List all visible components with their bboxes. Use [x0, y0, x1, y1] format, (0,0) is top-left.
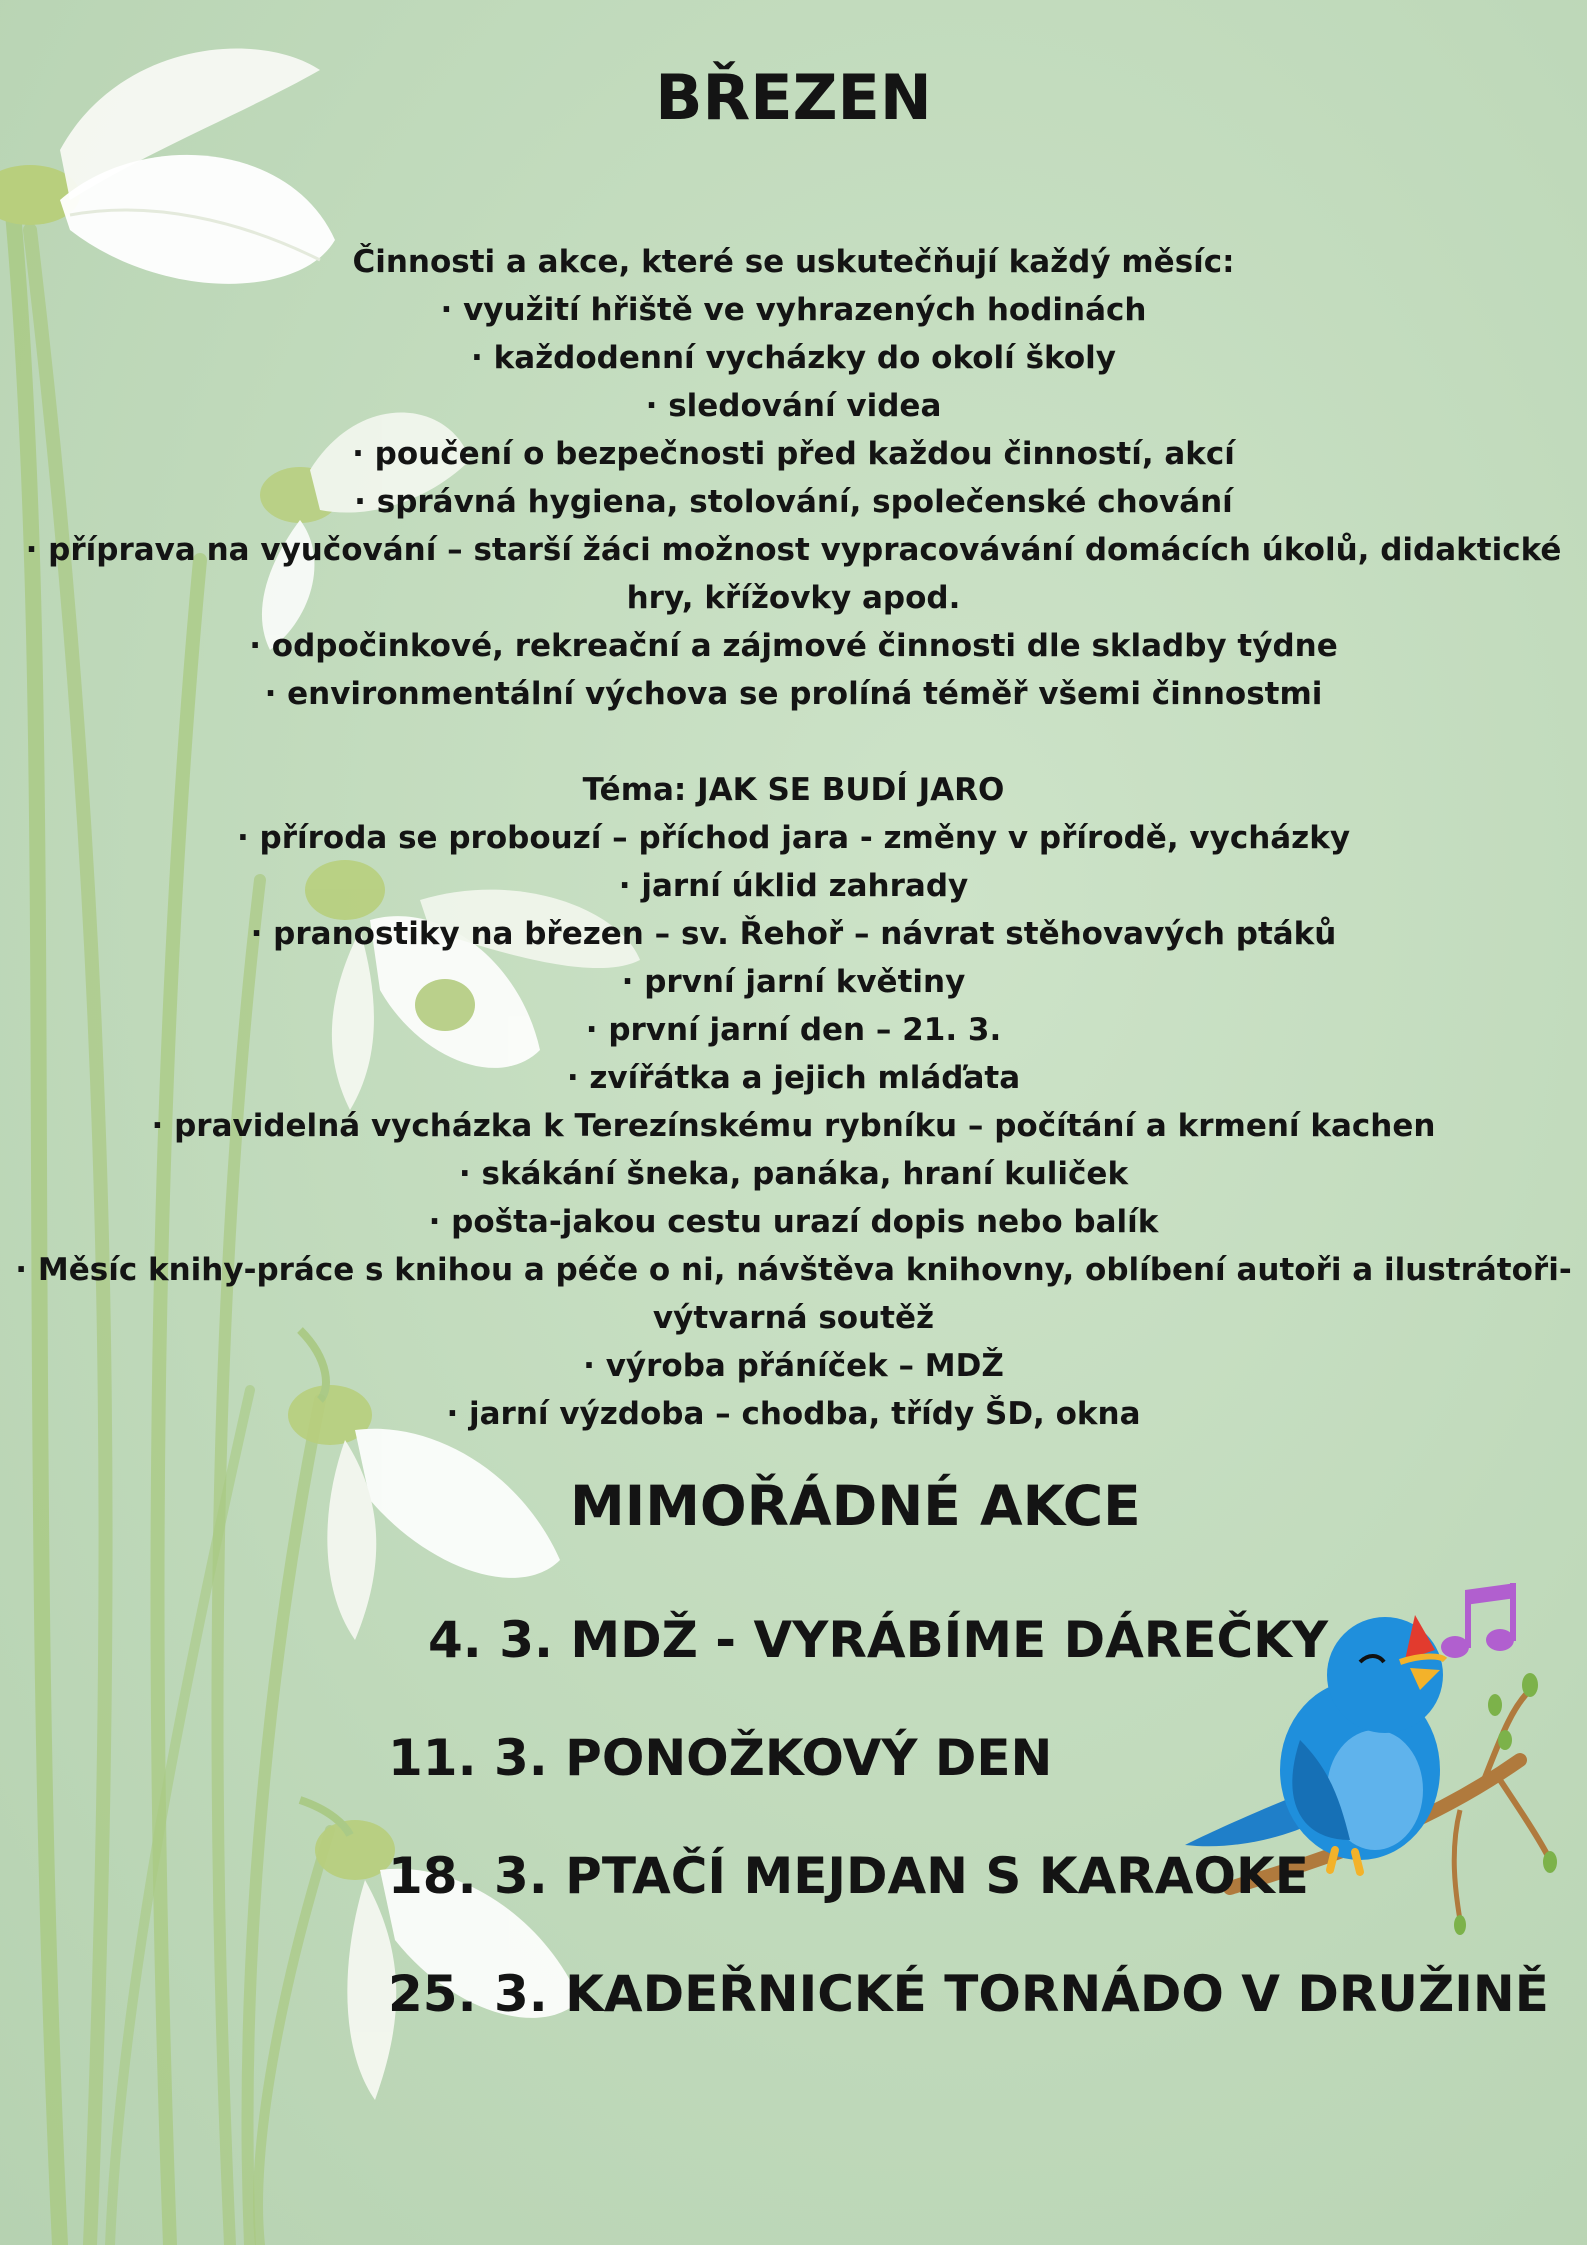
list-item: · Měsíc knihy-práce s knihou a péče o ni, návštěva knihovny, oblíbení autoři a ilustrátoři-	[15, 1252, 1572, 1288]
monthly-activities	[0, 238, 1587, 718]
list-item: · pranostiky na březen – sv. Řehoř – návrat stěhovavých ptáků	[250, 916, 1337, 952]
list-item: · každodenní vycházky do okolí školy	[471, 340, 1116, 376]
list-item: · správná hygiena, stolování, společenské chování	[354, 484, 1233, 520]
special-event-item: 4. 3. MDŽ - VYRÁBÍME DÁREČKY	[428, 1611, 1329, 1669]
special-events-title: MIMOŘÁDNÉ AKCE	[570, 1474, 1141, 1538]
list-item: · příroda se probouzí – příchod jara - změny v přírodě, vycházky	[236, 820, 1351, 856]
list-item: · první jarní květiny	[621, 964, 966, 1000]
list-item: · odpočinkové, rekreační a zájmové činnosti dle skladby týdne	[249, 628, 1338, 664]
list-item: · pravidelná vycházka k Terezínskému rybníku – počítání a krmení kachen	[151, 1108, 1436, 1144]
list-item: · výroba přáníček – MDŽ	[583, 1348, 1004, 1384]
list-item: · příprava na vyučování – starší žáci možnost vypracovávání domácích úkolů, didaktické	[25, 532, 1562, 568]
list-item: · jarní výzdoba – chodba, třídy ŠD, okna	[446, 1396, 1141, 1432]
special-event-item: 18. 3. PTAČÍ MEJDAN S KARAOKE	[388, 1847, 1309, 1905]
list-item: · jarní úklid zahrady	[618, 868, 969, 904]
list-item: · první jarní den – 21. 3.	[585, 1012, 1002, 1048]
list-item: · využití hřiště ve vyhrazených hodinách	[440, 292, 1147, 328]
list-item: hry, křížovky apod.	[626, 580, 961, 616]
list-item: · pošta-jakou cestu urazí dopis nebo balík	[428, 1204, 1159, 1240]
theme-title: Téma: JAK SE BUDÍ JARO	[582, 772, 1005, 808]
list-item: výtvarná soutěž	[652, 1300, 935, 1336]
page-title: BŘEZEN	[655, 61, 932, 134]
theme-section	[0, 766, 1587, 1438]
special-event-item: 25. 3. KADEŘNICKÉ TORNÁDO V DRUŽINĚ	[388, 1965, 1549, 2023]
music-note-icon	[1441, 1583, 1516, 1658]
list-item: · zvířátka a jejich mláďata	[566, 1060, 1021, 1096]
monthly-intro: Činnosti a akce, které se uskutečňují každý měsíc:	[352, 244, 1235, 280]
special-event-item: 11. 3. PONOŽKOVÝ DEN	[388, 1729, 1053, 1787]
list-item: · sledování videa	[645, 388, 942, 424]
list-item: · poučení o bezpečnosti před každou činností, akcí	[352, 436, 1235, 472]
list-item: · skákání šneka, panáka, hraní kuliček	[458, 1156, 1129, 1192]
list-item: · environmentální výchova se prolíná téměř všemi činnostmi	[264, 676, 1323, 712]
